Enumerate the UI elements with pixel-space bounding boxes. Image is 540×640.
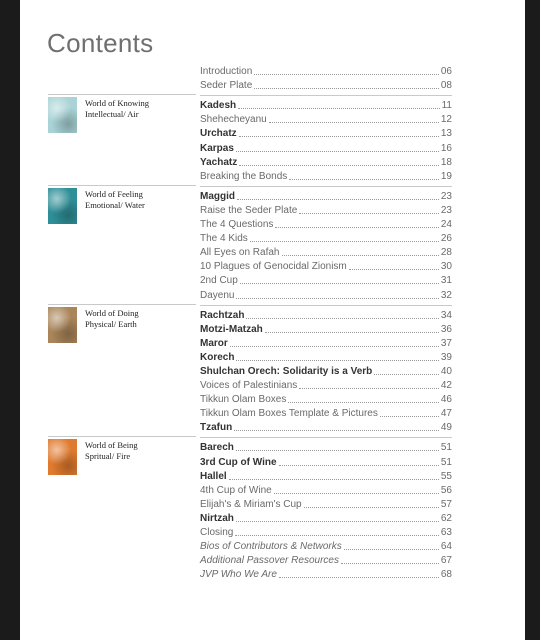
dot-leader — [299, 213, 439, 214]
toc-entry-label: The 4 Kids — [200, 233, 248, 245]
toc-entry[interactable] — [200, 567, 452, 581]
dot-leader — [236, 521, 439, 522]
section-label — [85, 440, 138, 462]
toc-entry-label: Tzafun — [200, 422, 233, 434]
toc-entry[interactable] — [200, 454, 452, 468]
section-marker — [48, 439, 188, 477]
dot-leader — [246, 318, 438, 319]
toc-entry-label: Motzi-Matzah — [200, 323, 263, 335]
dot-leader — [275, 227, 439, 228]
dot-leader — [236, 360, 438, 361]
toc-entry-label: Elijah's & Miriam's Cup — [200, 498, 302, 510]
toc-entry-label: Urchatz — [200, 128, 237, 140]
toc-entry[interactable] — [200, 203, 452, 217]
toc-entry-label: Barech — [200, 442, 234, 454]
dot-leader — [299, 388, 439, 389]
section-rule — [48, 185, 196, 186]
toc-entry-page: 37 — [440, 337, 452, 349]
toc-entry-label: Karpas — [200, 142, 234, 154]
toc-entry-page: 42 — [440, 380, 452, 392]
toc-entry-page: 26 — [440, 233, 452, 245]
toc-entry-label: Breaking the Bonds — [200, 170, 288, 182]
toc-entry-label: 3rd Cup of Wine — [200, 456, 277, 468]
dot-leader — [349, 269, 439, 270]
section-marker — [48, 307, 188, 345]
toc-entry-page: 28 — [440, 247, 452, 259]
toc-entry[interactable] — [200, 553, 452, 567]
dot-leader — [274, 493, 439, 494]
toc-entry-label: Shulchan Orech: Solidarity is a Verb — [200, 365, 373, 377]
toc-entry[interactable] — [200, 420, 452, 434]
toc-entry-label: Dayenu — [200, 289, 235, 301]
toc-entry[interactable] — [200, 483, 452, 497]
dot-leader — [234, 430, 439, 431]
dot-leader — [229, 479, 439, 480]
dot-leader — [235, 535, 439, 536]
toc-entry-label: 2nd Cup — [200, 275, 238, 287]
dot-leader — [239, 136, 439, 137]
toc-entry[interactable] — [200, 525, 452, 539]
toc-entry[interactable] — [200, 98, 452, 112]
dot-leader — [279, 465, 439, 466]
toc-entry[interactable] — [200, 497, 452, 511]
section-divider — [200, 437, 452, 438]
toc-entry-label: Additional Passover Resources — [200, 555, 339, 567]
toc-entry-page: 24 — [440, 219, 452, 231]
dot-leader — [239, 165, 439, 166]
toc-entry-page: 18 — [440, 156, 452, 168]
toc-entry-page: 34 — [440, 309, 452, 321]
toc-entry[interactable] — [200, 217, 452, 231]
toc-entry[interactable] — [200, 336, 452, 350]
toc-entry-label: Closing — [200, 527, 234, 538]
toc-entry[interactable] — [200, 406, 452, 420]
toc-entry-label: Korech — [200, 351, 235, 363]
toc-entry-label: 4th Cup of Wine — [200, 484, 272, 496]
section-label — [85, 98, 149, 120]
section-marker — [48, 97, 188, 135]
toc-entry[interactable] — [200, 539, 452, 553]
toc-entry-label: Hallel — [200, 470, 227, 482]
toc-entry-label: Kadesh — [200, 100, 237, 112]
section-title: World of Knowing — [85, 98, 150, 109]
toc-entry-label: Seder Plate — [200, 80, 253, 92]
toc-entry[interactable] — [200, 259, 452, 273]
toc-entry-label: Maggid — [200, 190, 235, 202]
section-subtitle: Intellectual/ Air — [85, 109, 139, 120]
dot-leader — [374, 374, 439, 375]
section-label — [85, 189, 145, 211]
dot-leader — [238, 108, 439, 109]
dot-leader — [289, 179, 439, 180]
toc-entry[interactable] — [200, 245, 452, 259]
toc-entry[interactable] — [200, 126, 452, 140]
toc-entry-page: 55 — [440, 470, 452, 482]
toc-entry[interactable] — [200, 169, 452, 183]
toc-entry-label: Bios of Contributors & Networks — [200, 541, 342, 553]
dot-leader — [282, 255, 439, 256]
toc-entry[interactable] — [200, 231, 452, 245]
toc-entry-label: Voices of Palestinians — [200, 380, 298, 392]
toc-entry[interactable] — [200, 378, 452, 392]
dot-leader — [279, 577, 439, 578]
toc-entry[interactable] — [200, 308, 452, 322]
water-texture-icon — [48, 188, 77, 224]
toc-entry-page: 19 — [440, 170, 452, 182]
toc-entry-page: 40 — [440, 365, 452, 377]
toc-entry-page: 13 — [440, 128, 452, 140]
dot-leader — [236, 298, 438, 299]
toc-entry[interactable] — [200, 155, 452, 169]
toc-entry-label: 10 Plagues of Genocidal Zionism — [200, 261, 347, 273]
section-subtitle: Physical/ Earth — [85, 318, 137, 329]
toc-entry-page: 68 — [440, 569, 452, 581]
toc-entry-page: 67 — [440, 555, 452, 567]
toc-entry[interactable] — [200, 350, 452, 364]
section-title: World of Being — [85, 440, 138, 451]
toc-entry-label: All Eyes on Rafah — [200, 247, 280, 259]
dot-leader — [237, 199, 439, 200]
dot-leader — [236, 151, 439, 152]
dot-leader — [240, 283, 439, 284]
document-page — [20, 0, 525, 640]
toc-entry-page: 51 — [440, 456, 452, 468]
toc-entry-page: 47 — [440, 408, 452, 420]
toc-entry-label: Shehecheyanu — [200, 114, 267, 126]
dot-leader — [269, 122, 439, 123]
dot-leader — [344, 549, 439, 550]
section-subtitle: Emotional/ Water — [85, 199, 145, 210]
toc-entry-page: 63 — [440, 527, 452, 538]
toc-entry-label: Yachatz — [200, 156, 238, 168]
toc-entry-page: 12 — [440, 114, 452, 126]
air-texture-icon — [48, 97, 77, 133]
dot-leader — [265, 332, 439, 333]
dot-leader — [288, 402, 439, 403]
toc-entry[interactable] — [200, 189, 452, 203]
dot-leader — [230, 346, 439, 347]
toc-entry-label: Nirtzah — [200, 512, 234, 524]
toc-entry-label: Tikkun Olam Boxes — [200, 394, 287, 406]
section-divider — [200, 186, 452, 187]
section-rule — [48, 436, 196, 437]
toc-entry-page: 39 — [440, 351, 452, 363]
toc-entry[interactable] — [200, 273, 452, 287]
toc-entry-page: 62 — [440, 512, 452, 524]
dot-leader — [254, 74, 439, 75]
earth-texture-icon — [48, 307, 77, 343]
section-divider — [200, 305, 452, 306]
toc-entry-label: Raise the Seder Plate — [200, 204, 298, 216]
toc-entry[interactable] — [200, 64, 452, 78]
toc-list — [200, 64, 452, 581]
toc-entry-page: 56 — [440, 484, 452, 496]
toc-entry-page: 11 — [441, 100, 452, 112]
toc-entry-page: 36 — [440, 323, 452, 335]
toc-entry[interactable] — [200, 140, 452, 154]
toc-entry-page: 46 — [440, 394, 452, 406]
toc-entry[interactable] — [200, 322, 452, 336]
toc-entry-label: Introduction — [200, 66, 253, 78]
toc-entry[interactable] — [200, 78, 452, 92]
toc-entry-label: Rachtzah — [200, 309, 245, 321]
section-rule — [48, 304, 196, 305]
toc-entry-page: 23 — [440, 204, 452, 216]
toc-entry[interactable] — [200, 511, 452, 525]
toc-entry-page: 49 — [440, 422, 452, 434]
dot-leader — [341, 563, 439, 564]
toc-entry-page: 30 — [440, 261, 452, 273]
section-label — [85, 308, 139, 330]
dot-leader — [250, 241, 439, 242]
toc-entry-label: JVP Who We Are — [200, 569, 277, 581]
dot-leader — [304, 507, 439, 508]
section-subtitle: Spritual/ Fire — [85, 451, 131, 462]
toc-entry[interactable] — [200, 392, 452, 406]
dot-leader — [236, 450, 439, 451]
toc-entry-page: 08 — [440, 80, 452, 92]
toc-entry[interactable] — [200, 287, 452, 301]
toc-entry-page: 16 — [440, 142, 452, 154]
section-rule — [48, 94, 196, 95]
toc-entry-label: Maror — [200, 337, 228, 349]
toc-entry-page: 32 — [440, 289, 452, 301]
section-marker — [48, 188, 188, 226]
toc-entry-page: 64 — [440, 541, 452, 553]
toc-entry[interactable] — [200, 112, 452, 126]
toc-entry-page: 06 — [440, 66, 452, 78]
toc-entry[interactable] — [200, 364, 452, 378]
page-title: Contents — [47, 28, 154, 58]
dot-leader — [380, 416, 439, 417]
toc-entry-page: 51 — [440, 442, 452, 454]
toc-entry[interactable] — [200, 440, 452, 454]
toc-entry-label: Tikkun Olam Boxes Template & Pictures — [200, 408, 378, 420]
toc-entry-page: 23 — [440, 190, 452, 202]
toc-entry-label: The 4 Questions — [200, 219, 274, 231]
section-title: World of Feeling — [85, 188, 143, 199]
section-divider — [200, 95, 452, 96]
fire-texture-icon — [48, 439, 77, 475]
toc-entry-page: 57 — [440, 498, 452, 510]
section-title: World of Doing — [85, 307, 139, 318]
dot-leader — [254, 88, 439, 89]
toc-entry[interactable] — [200, 469, 452, 483]
toc-entry-page: 31 — [440, 275, 452, 287]
